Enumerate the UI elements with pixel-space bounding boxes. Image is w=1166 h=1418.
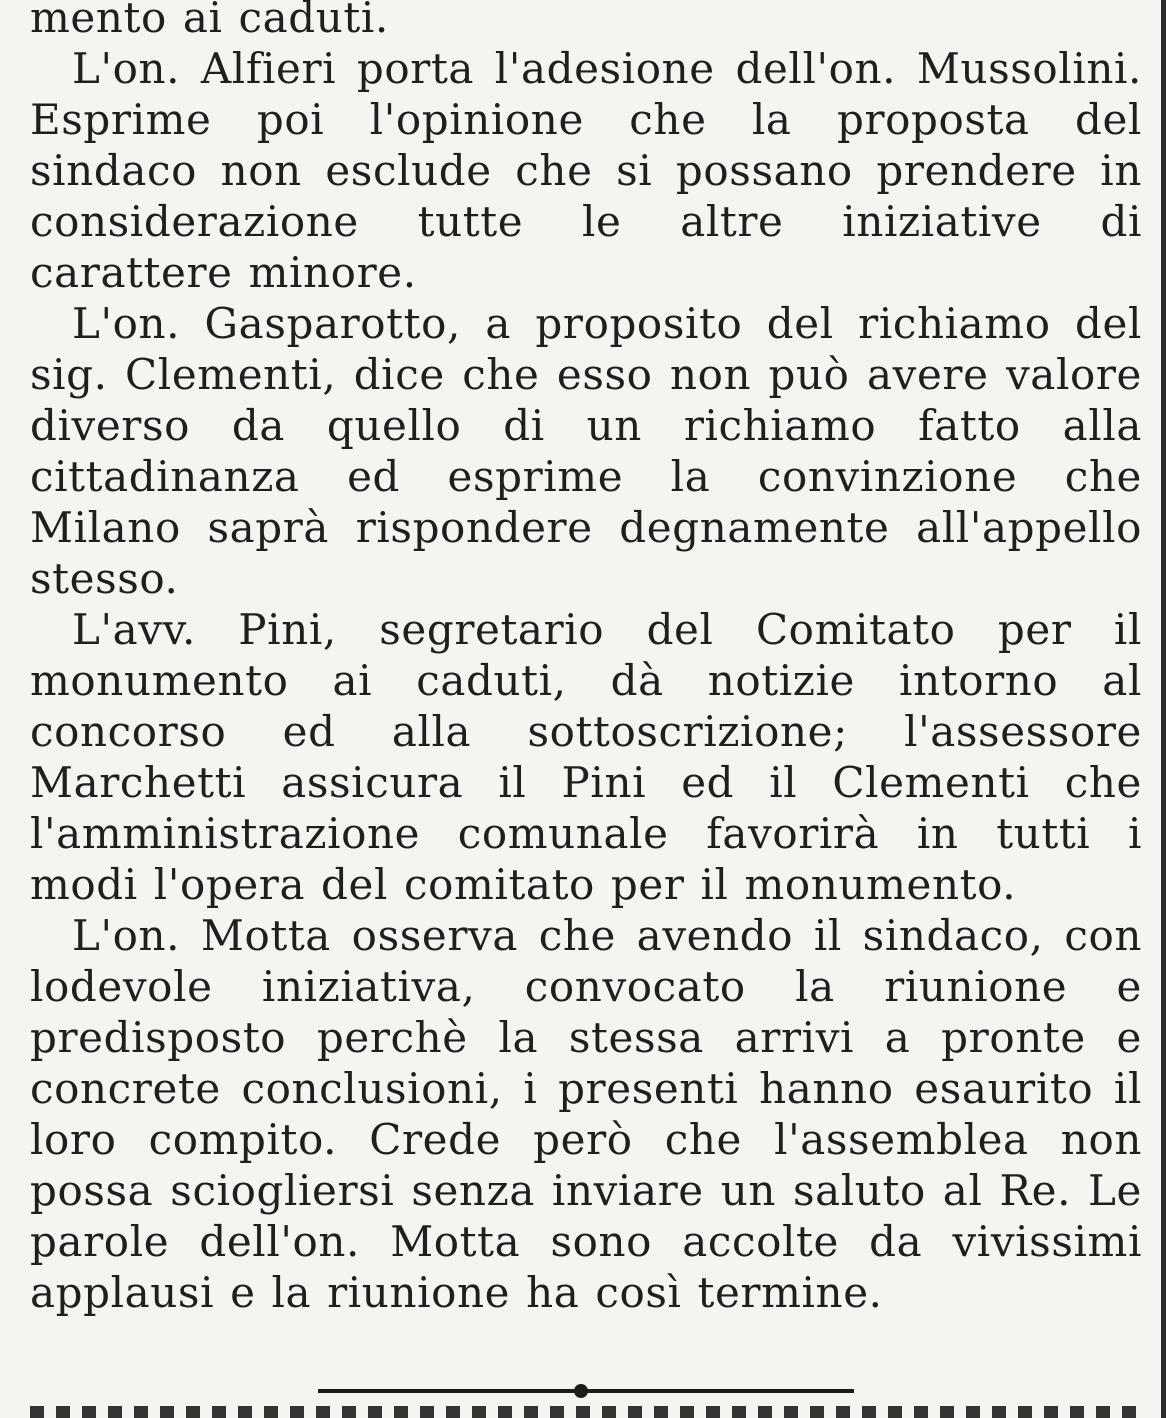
paragraph-pini: L'avv. Pini, segretario del Comitato per il monumento ai caduti, dà notizie intorno al concorso ed alla sottoscrizione; l'assessore Marchetti assicura il Pini ed il Clementi che l'amministrazione comunale favorirà in tutti i modi l'opera del comitato per il monumento. [30,605,1142,909]
paragraph-gasparotto: L'on. Gasparotto, a proposito del richiamo del sig. Clementi, dice che esso non può avere valore diverso da quello di un richiamo fatto alla cittadinanza ed esprime la convinzione che Milano saprà rispondere degnamente all'appello stesso. [30,299,1142,603]
paragraph-motta: L'on. Motta osserva che avendo il sindaco, con lodevole iniziativa, convocato la riunione e predisposto perchè la stessa arrivi a pronte e concrete conclusioni, i presenti hanno esaurito il loro compito. Crede però che l'assemblea non possa sciogliersi senza inviare un saluto al Re. Le parole dell'on. Motta sono accolte da vivissimi applausi e la riunione ha così termine. [30,911,1142,1317]
section-divider [318,1384,854,1398]
article-column [30,0,1142,1318]
divider-dot [574,1384,588,1398]
paragraph-alfieri: L'on. Alfieri porta l'adesione dell'on. Mussolini. Esprime poi l'opinione che la proposta del sindaco non esclude che si possano prendere in considerazione tutte le altre iniziative di carattere minore. [30,44,1142,297]
paragraph-continuation: mento ai caduti. [30,0,389,42]
cut-off-text-line [30,1406,1140,1418]
